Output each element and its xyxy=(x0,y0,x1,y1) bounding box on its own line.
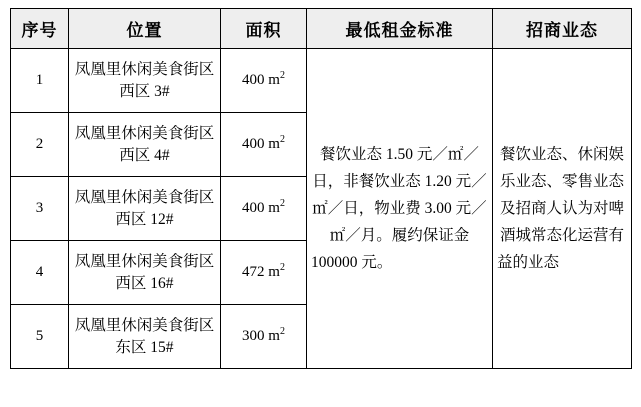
cell-no: 4 xyxy=(11,241,69,305)
cell-no: 3 xyxy=(11,177,69,241)
cell-area: 472 $m^2$ xyxy=(221,241,307,305)
cell-area: 400 $m^2$ xyxy=(221,49,307,113)
column-header-area: 面积 xyxy=(221,9,307,49)
cell-area: 400 $m^2$ xyxy=(221,113,307,177)
cell-no: 5 xyxy=(11,305,69,369)
table-body xyxy=(11,49,632,369)
column-header-location: 位置 xyxy=(69,9,221,49)
rent-listing-table xyxy=(10,8,632,369)
cell-area: 300 $m^2$ xyxy=(221,305,307,369)
cell-business-type: 餐饮业态、休闲娱乐业态、零售业态及招商人认为对啤酒城常态化运营有益的业态 xyxy=(493,49,632,369)
cell-location: 凤凰里休闲美食街区西区 16# xyxy=(69,241,221,305)
table-header-row xyxy=(11,9,632,49)
cell-location: 凤凰里休闲美食街区西区 3# xyxy=(69,49,221,113)
column-header-rent-standard: 最低租金标准 xyxy=(307,9,493,49)
column-header-business-type: 招商业态 xyxy=(493,9,632,49)
cell-rent-standard: 餐饮业态 1.50 元／㎡／日，非餐饮业态 1.20 元／㎡／日，物业费 3.00 元／㎡／月。履约保证金 100000 元。 xyxy=(307,49,493,369)
cell-location: 凤凰里休闲美食街区东区 15# xyxy=(69,305,221,369)
table-header xyxy=(11,9,632,49)
column-header-no: 序号 xyxy=(11,9,69,49)
cell-area: 400 $m^2$ xyxy=(221,177,307,241)
cell-no: 2 xyxy=(11,113,69,177)
table-row xyxy=(11,49,632,113)
cell-no: 1 xyxy=(11,49,69,113)
cell-location: 凤凰里休闲美食街区西区 12# xyxy=(69,177,221,241)
cell-location: 凤凰里休闲美食街区西区 4# xyxy=(69,113,221,177)
